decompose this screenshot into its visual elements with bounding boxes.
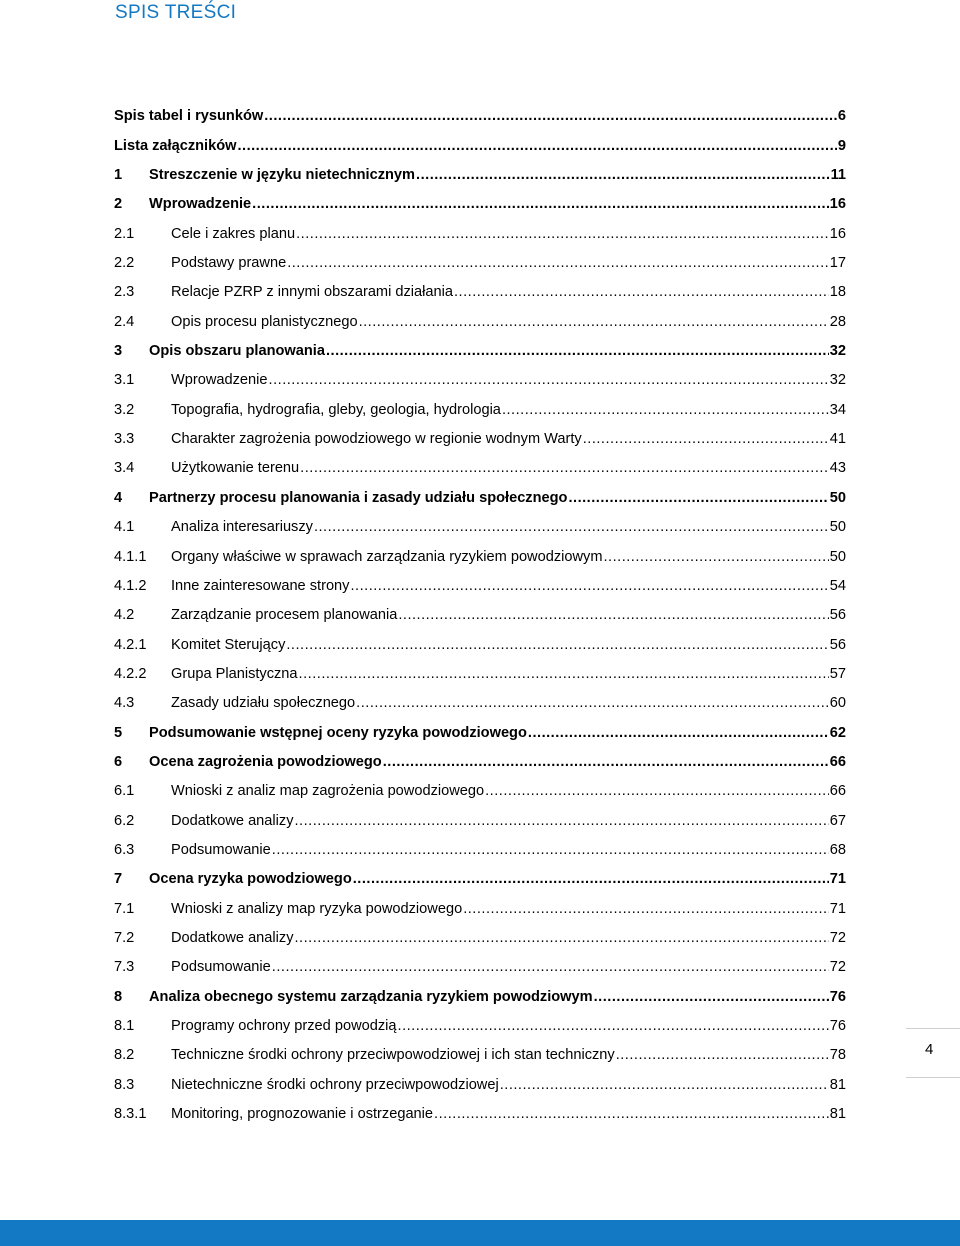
toc-entry-title: Zarządzanie procesem planowania: [171, 607, 398, 624]
toc-dot-leader: [252, 196, 829, 212]
toc-entry-title: Wnioski z analizy map ryzyka powodziowego: [171, 900, 463, 917]
toc-entry-page: 43: [829, 460, 846, 477]
toc-entry-title: Nietechniczne środki ochrony przeciwpowodziowej: [171, 1076, 499, 1093]
toc-entry-number: 8.1: [114, 1018, 135, 1034]
toc-entry-page: 67: [829, 812, 846, 829]
toc-entry-number: 4.1: [114, 519, 135, 536]
toc-entry-page: 72: [829, 929, 846, 946]
toc-entry-page: 71: [829, 871, 846, 888]
toc-dot-leader: [398, 1018, 829, 1034]
page-number-tab: [906, 1028, 960, 1078]
toc-entry-title: Partnerzy procesu planowania i zasady udziału społecznego: [149, 489, 568, 506]
toc-entry-title: Zasady udziału społecznego: [171, 695, 356, 712]
toc-entry-number: 6: [114, 753, 123, 770]
toc-entry-page: 32: [829, 372, 846, 389]
toc-entry-title: Podsumowanie: [171, 959, 271, 976]
toc-entry[interactable]: [114, 95, 846, 124]
toc-entry[interactable]: [114, 711, 846, 740]
toc-entry-number: 3.1: [114, 372, 135, 389]
toc-entry-title: Użytkowanie terenu: [171, 460, 300, 477]
toc-entry-title: Komitet Sterujący: [171, 636, 286, 653]
toc-entry[interactable]: [114, 506, 846, 535]
toc-dot-leader: [272, 842, 829, 858]
toc-entry-page: 60: [829, 695, 846, 712]
toc-entry-page: 66: [829, 753, 846, 770]
toc-entry-page: 56: [829, 636, 846, 653]
toc-dot-leader: [383, 754, 829, 770]
toc-entry[interactable]: [114, 946, 846, 975]
toc-dot-leader: [359, 314, 829, 330]
toc-entry-page: 34: [829, 401, 846, 418]
page-number: 4: [925, 1041, 934, 1058]
toc-dot-leader: [528, 725, 829, 741]
toc-entry-number: 2.2: [114, 255, 135, 272]
toc-dot-leader: [269, 372, 829, 388]
toc-entry-number: 7.3: [114, 959, 135, 976]
toc-dot-leader: [568, 490, 828, 506]
toc-entry-title: Dodatkowe analizy: [171, 812, 294, 829]
toc-dot-leader: [434, 1106, 829, 1122]
toc-entry-title: Organy właściwe w sprawach zarządzania ryzykiem powodziowym: [171, 548, 603, 565]
toc-dot-leader: [264, 108, 837, 124]
toc-entry-title: Grupa Planistyczna: [171, 665, 298, 682]
toc-entry-page: 17: [829, 255, 846, 272]
toc-entry-number: 8.3.1: [114, 1106, 147, 1123]
toc-entry[interactable]: [114, 623, 846, 652]
toc-entry[interactable]: [114, 447, 846, 476]
toc-dot-leader: [463, 901, 829, 917]
toc-entry[interactable]: [114, 653, 846, 682]
toc-entry-number: 1: [114, 167, 123, 184]
toc-entry-page: 28: [829, 313, 846, 330]
toc-dot-leader: [237, 138, 836, 154]
toc-entry[interactable]: [114, 212, 846, 241]
toc-entry-number: 7: [114, 871, 123, 888]
toc-entry-number: 6.2: [114, 812, 135, 829]
toc-entry-page: 62: [829, 724, 846, 741]
toc-entry-number: 4.1.1: [114, 548, 147, 565]
toc-entry-title: Dodatkowe analizy: [171, 929, 294, 946]
toc-dot-leader: [295, 813, 829, 829]
toc-entry[interactable]: [114, 124, 846, 153]
toc-dot-leader: [350, 578, 828, 594]
toc-entry[interactable]: [114, 917, 846, 946]
toc-entry-number: 5: [114, 724, 123, 741]
toc-entry-page: 41: [829, 431, 846, 448]
toc-entry-title: Relacje PZRP z innymi obszarami działania: [171, 284, 453, 301]
toc-dot-leader: [594, 989, 829, 1005]
toc-entry-number: 8: [114, 988, 123, 1005]
toc-entry-title: Topografia, hydrografia, gleby, geologia, hydrologia: [171, 401, 501, 418]
toc-entry-title: Streszczenie w języku nietechnicznym: [149, 167, 416, 184]
toc-dot-leader: [454, 284, 829, 300]
table-of-contents: [114, 95, 846, 1122]
toc-entry-title: Techniczne środki ochrony przeciwpowodziowej i ich stan techniczny: [171, 1047, 615, 1064]
toc-entry[interactable]: [114, 1093, 846, 1122]
toc-entry-number: 3.3: [114, 431, 135, 448]
toc-entry-number: 3: [114, 343, 123, 360]
toc-entry[interactable]: [114, 418, 846, 447]
toc-entry-page: 50: [829, 519, 846, 536]
toc-entry[interactable]: [114, 300, 846, 329]
toc-dot-leader: [500, 1077, 829, 1093]
toc-dot-leader: [398, 607, 828, 623]
toc-entry[interactable]: [114, 682, 846, 711]
toc-entry[interactable]: [114, 388, 846, 417]
toc-entry[interactable]: [114, 1034, 846, 1063]
toc-entry[interactable]: [114, 858, 846, 887]
toc-entry[interactable]: [114, 594, 846, 623]
toc-entry-number: 6.1: [114, 783, 135, 800]
toc-dot-leader: [356, 695, 829, 711]
toc-entry-title: Podsumowanie wstępnej oceny ryzyka powodziowego: [149, 724, 527, 741]
toc-dot-leader: [300, 460, 829, 476]
toc-entry[interactable]: [114, 1005, 846, 1034]
toc-entry-page: 11: [830, 167, 846, 184]
toc-entry-title: Charakter zagrożenia powodziowego w regionie wodnym Warty: [171, 431, 582, 448]
toc-entry-page: 81: [829, 1106, 846, 1123]
toc-dot-leader: [286, 637, 828, 653]
toc-entry-number: 2.4: [114, 313, 135, 330]
toc-entry-title: Ocena zagrożenia powodziowego: [149, 753, 382, 770]
toc-entry-number: 8.3: [114, 1076, 135, 1093]
toc-entry-page: 56: [829, 607, 846, 624]
toc-entry-page: 81: [829, 1076, 846, 1093]
toc-entry-number: 4.3: [114, 695, 135, 712]
toc-entry-title: Analiza obecnego systemu zarządzania ryzykiem powodziowym: [149, 988, 593, 1005]
toc-entry-title: Podsumowanie: [171, 841, 271, 858]
toc-entry-title: Wnioski z analiz map zagrożenia powodziowego: [171, 783, 485, 800]
toc-entry-page: 16: [829, 196, 846, 213]
toc-entry-title: Opis obszaru planowania: [149, 343, 325, 360]
toc-entry-title: Ocena ryzyka powodziowego: [149, 871, 352, 888]
toc-dot-leader: [603, 549, 828, 565]
toc-entry-number: 6.3: [114, 841, 135, 858]
toc-entry-page: 9: [837, 137, 846, 154]
toc-entry-number: 4.2: [114, 607, 135, 624]
toc-entry-number: 2.1: [114, 225, 135, 242]
toc-entry-title: Opis procesu planistycznego: [171, 313, 358, 330]
toc-entry[interactable]: [114, 271, 846, 300]
toc-entry-page: 16: [829, 225, 846, 242]
toc-entry[interactable]: [114, 535, 846, 564]
toc-entry-page: 57: [829, 665, 846, 682]
toc-entry-page: 71: [829, 900, 846, 917]
toc-dot-leader: [287, 255, 829, 271]
toc-entry[interactable]: [114, 829, 846, 858]
footer-band: [0, 1220, 960, 1246]
toc-entry[interactable]: [114, 476, 846, 505]
toc-entry-number: 4: [114, 489, 123, 506]
toc-dot-leader: [299, 666, 829, 682]
toc-entry[interactable]: [114, 799, 846, 828]
toc-entry-page: 32: [829, 343, 846, 360]
toc-entry-title: Wprowadzenie: [171, 372, 268, 389]
toc-entry-page: 50: [829, 489, 846, 506]
toc-dot-leader: [296, 226, 829, 242]
toc-entry-title: Spis tabel i rysunków: [114, 108, 264, 125]
toc-entry-title: Inne zainteresowane strony: [171, 577, 350, 594]
toc-entry-title: Lista załączników: [114, 137, 237, 154]
toc-entry-number: 7.1: [114, 900, 135, 917]
toc-dot-leader: [485, 783, 829, 799]
toc-entry-title: Podstawy prawne: [171, 255, 287, 272]
toc-entry[interactable]: [114, 1063, 846, 1092]
toc-entry[interactable]: [114, 183, 846, 212]
toc-dot-leader: [326, 343, 829, 359]
toc-entry[interactable]: [114, 887, 846, 916]
toc-dot-leader: [616, 1047, 829, 1063]
toc-dot-leader: [416, 167, 830, 183]
toc-entry-page: 18: [829, 284, 846, 301]
toc-entry[interactable]: [114, 330, 846, 359]
toc-heading: SPIS TREŚCI: [115, 2, 237, 23]
toc-entry-number: 8.2: [114, 1047, 135, 1064]
toc-entry-number: 3.4: [114, 460, 135, 477]
toc-dot-leader: [272, 959, 829, 975]
toc-entry-number: 2: [114, 196, 123, 213]
toc-entry-page: 76: [829, 988, 846, 1005]
toc-entry-number: 2.3: [114, 284, 135, 301]
toc-entry[interactable]: [114, 565, 846, 594]
toc-dot-leader: [583, 431, 829, 447]
toc-entry[interactable]: [114, 975, 846, 1004]
toc-entry-page: 76: [829, 1018, 846, 1034]
toc-entry-page: 6: [837, 108, 846, 125]
toc-entry-title: Cele i zakres planu: [171, 225, 296, 242]
toc-dot-leader: [502, 402, 829, 418]
toc-entry-page: 50: [829, 548, 846, 565]
toc-entry-page: 78: [829, 1047, 846, 1064]
toc-entry-number: 4.2.2: [114, 665, 147, 682]
toc-entry-title: Analiza interesariuszy: [171, 519, 313, 536]
toc-entry-page: 68: [829, 841, 846, 858]
toc-entry-title: Programy ochrony przed powodzią: [171, 1018, 397, 1034]
toc-entry-number: 7.2: [114, 929, 135, 946]
toc-entry-number: 3.2: [114, 401, 135, 418]
toc-dot-leader: [314, 519, 829, 535]
toc-entry[interactable]: [114, 242, 846, 271]
toc-dot-leader: [295, 930, 829, 946]
toc-dot-leader: [353, 871, 829, 887]
toc-entry[interactable]: [114, 359, 846, 388]
toc-entry[interactable]: [114, 770, 846, 799]
toc-entry-page: 54: [829, 577, 846, 594]
toc-entry-title: Wprowadzenie: [149, 196, 252, 213]
toc-entry-number: 4.2.1: [114, 636, 147, 653]
toc-entry-number: 4.1.2: [114, 577, 147, 594]
toc-entry-title: Monitoring, prognozowanie i ostrzeganie: [171, 1106, 434, 1123]
toc-entry[interactable]: [114, 741, 846, 770]
toc-entry-page: 66: [829, 783, 846, 800]
toc-entry-page: 72: [829, 959, 846, 976]
toc-entry[interactable]: [114, 154, 846, 183]
